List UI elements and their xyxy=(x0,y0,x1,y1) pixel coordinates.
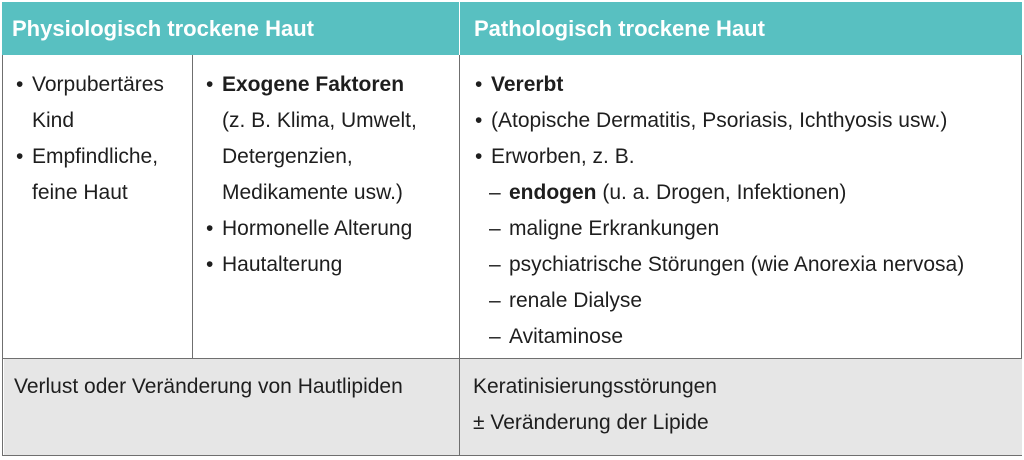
col1-item-prepubertal: • Vorpubertäres Kind xyxy=(14,67,189,139)
sub-item-psychiatric: – psychiatrische Störungen (wie Anorexia nervosa) xyxy=(473,247,1018,283)
footer-left-text: Verlust oder Veränderung von Hautlipiden xyxy=(14,375,403,398)
header-physiological: Physiologisch trockene Haut xyxy=(2,2,459,55)
col2-item-hormonal: • Hormonelle Alterung xyxy=(204,211,456,247)
footer-right-line2: ± Veränderung der Lipide xyxy=(473,411,709,434)
exogen-label: Exogene Faktoren xyxy=(222,73,405,96)
sub-item-maligne: – maligne Erkrankungen xyxy=(473,211,1018,247)
col3-item-vererbt-detail: • (Atopische Dermatitis, Psoriasis, Ichthyosis usw.) xyxy=(473,103,1018,139)
sub-item-endogen xyxy=(473,175,1018,211)
divider-col2-col3 xyxy=(459,55,460,455)
col1-item-sensitive: • Empfindliche, feine Haut xyxy=(14,139,189,211)
col3-cell xyxy=(473,67,1018,355)
col2-item-exogen xyxy=(204,67,456,211)
col1-cell xyxy=(14,67,189,211)
footer-right-line1: Keratinisierungsstörungen xyxy=(473,375,717,398)
col2-item-skin-aging: • Hautalterung xyxy=(204,247,456,283)
table-body xyxy=(2,55,1022,456)
endogen-detail: (u. a. Drogen, Infektionen) xyxy=(596,181,847,204)
exogen-detail: (z. B. Klima, Umwelt, Detergenzien, Medikamente usw.) xyxy=(222,109,417,204)
col3-item-erworben: • Erworben, z. B. xyxy=(473,139,1018,175)
endogen-label: endogen xyxy=(509,181,597,204)
divider-body-footer xyxy=(3,358,1021,359)
vererbt-label: Vererbt xyxy=(491,73,564,96)
sub-item-avitaminosis: – Avitaminose xyxy=(473,319,1018,355)
divider-col1-col2 xyxy=(192,55,193,359)
header-pathological: Pathologisch trockene Haut xyxy=(460,2,1022,55)
col3-item-vererbt xyxy=(473,67,1018,103)
sub-item-dialysis: – renale Dialyse xyxy=(473,283,1018,319)
skin-table xyxy=(2,2,1022,456)
col2-cell xyxy=(204,67,456,283)
